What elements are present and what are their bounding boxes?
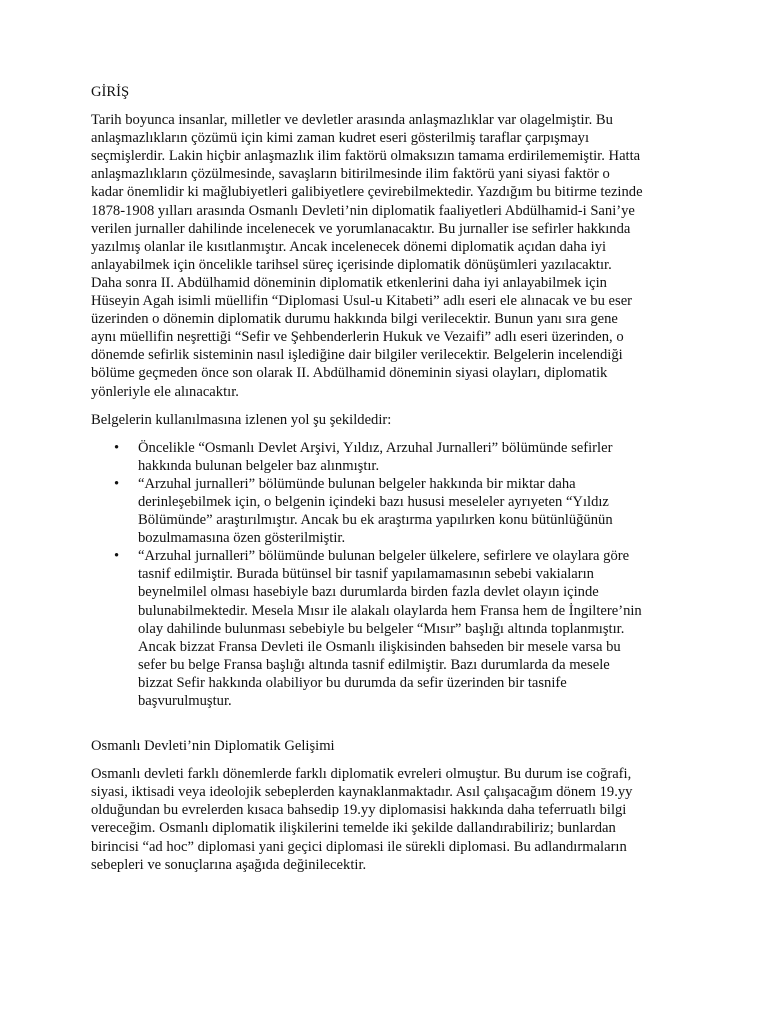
paragraph-line: anlayabilmek için öncelikle tarihsel süreç içerisinde diplomatik dönüşümleri yazılacaktır.	[91, 256, 612, 273]
paragraph-line: Daha sonra II. Abdülhamid döneminin diplomatik etkenlerini daha iyi anlayabilmek için	[91, 274, 607, 291]
paragraph-line: birincisi “ad hoc” diplomasi yani geçici diplomasi ile sürekli diplomasi. Bu adlandırmaların	[91, 838, 627, 855]
list-item	[114, 439, 681, 475]
paragraph-line: vereceğim. Osmanlı diplomatik ilişkilerini temelde iki şekilde dallandırabiliriz; bunlardan	[91, 820, 616, 837]
list-item-line: başvurulmuştur.	[138, 693, 232, 709]
list-item-line: “Arzuhal jurnalleri” bölümünde bulunan belgeler ülkelere, sefirlere ve olaylara göre	[138, 548, 630, 565]
paragraph-line: 1878-1908 yılları arasında Osmanlı Devleti’nin diplomatik faaliyetleri Abdülhamid-i Sani’ye	[91, 202, 635, 219]
paragraph-line: Hüseyin Agah isimli müellifin “Diplomasi Usul-u Kitabeti” adlı eseri ele alınacak ve bu eser	[91, 293, 633, 310]
paragraph-line: dönemde sefirlik sisteminin nasıl işlediğine dair bilgiler verilecektir. Belgelerin incelendiği	[91, 347, 623, 364]
paragraph-line: bölüme geçmeden önce son olarak II. Abdülhamid döneminin siyasi olayları, diplomatik	[91, 365, 608, 382]
bullet-icon: •	[114, 475, 120, 492]
paragraph-line: sebepleri ve sonuçlarına aşağıda değinilecektir.	[91, 856, 367, 873]
section-title: Osmanlı Devleti’nin Diplomatik Gelişimi	[91, 738, 335, 755]
list-item-line: bulunabilmektedir. Mesela Mısır ile alakalı olaylarda hem Fransa hem de İngiltere’nin	[138, 602, 642, 619]
document-page	[91, 83, 681, 884]
list-item-line: Öncelikle “Osmanlı Devlet Arşivi, Yıldız, Arzuhal Jurnalleri” bölümünde sefirler	[138, 439, 613, 456]
paragraph-line: verilen jurnaller dahilinde incelenecek ve yorumlanacaktır. Bu jurnaller ise sefirler hakkında	[91, 220, 631, 237]
paragraph-line: olduğundan bu evrelerden kısaca bahsedip 19.yy diplomasisi hakkında daha teferruatlı bilgi	[91, 802, 627, 819]
paragraph-line: kadar önemlidir ki mağlubiyetleri galibiyetlere çevirebilmektedir. Yazdığım bu bitirme tezinde	[91, 184, 643, 201]
paragraph-line: anlaşmazlıkların çözülmesinde, savaşların bitirilmesinde ilim faktörü yani siyasi faktör o	[91, 166, 610, 183]
list-item-line: olay dahilinde bulunması sebebiyle bu belgeler “Mısır” başlığı altında toplanmıştır.	[138, 620, 625, 637]
paragraph-line: Tarih boyunca insanlar, milletler ve devletler arasında anlaşmazlıklar var olagelmiştir. Bu	[91, 112, 613, 129]
list-item	[114, 475, 681, 547]
method-bullet-list	[91, 439, 681, 710]
list-item-line: Bölümünde” araştırılmıştır. Ancak bu ek araştırma yapılırken konu bütünlüğünün	[138, 512, 613, 529]
list-item-line: “Arzuhal jurnalleri” bölümünde bulunan belgeler hakkında bir miktar daha	[138, 475, 576, 492]
method-intro: Belgelerin kullanılmasına izlenen yol şu şekildedir:	[91, 411, 392, 428]
intro-heading: GİRİŞ	[91, 84, 130, 100]
paragraph-line: üzerinden o dönemin diplomatik durumu hakkında bilgi verilecektir. Bunun yanı sıra gene	[91, 311, 618, 328]
bullet-icon: •	[114, 439, 120, 456]
bullet-icon: •	[114, 548, 120, 565]
list-item	[114, 547, 681, 710]
list-item-line: bizzat Sefir hakkında olabiliyor bu durumda da sefir üzerinden bir tasnife	[138, 674, 567, 691]
paragraph-line: yönleriyle ele alınacaktır.	[91, 383, 239, 400]
intro-paragraph	[91, 111, 681, 401]
list-item-line: tasnif edilmiştir. Burada bütünsel bir tasnif yapılamamasının sebebi vakiaların	[138, 566, 594, 583]
section-paragraph	[91, 765, 681, 874]
paragraph-line: seçmişlerdir. Lakin hiçbir anlaşmazlık ilim faktörü olmaksızın tamama erdirilememiştir. Hatta	[91, 148, 641, 165]
paragraph-line: yazılmış olanlar ile kısıtlanmıştır. Ancak incelenecek dönemi diplomatik açıdan daha iyi	[91, 238, 607, 255]
paragraph-line: siyasi, iktisadi veya ideolojik sebeplerden kaynaklanmaktadır. Asıl çalışacağım dönem 19.yy	[91, 784, 633, 801]
section-spacer	[91, 710, 681, 737]
paragraph-line: Osmanlı devleti farklı dönemlerde farklı diplomatik evreleri olmuştur. Bu durum ise coğrafi,	[91, 766, 632, 783]
list-item-line: beynelmilel olması hasebiyle bazı durumlarda birden fazla devlet olayın içinde	[138, 584, 599, 601]
list-item-line: bozulmamasına özen gösterilmiştir.	[138, 530, 346, 547]
paragraph-line: aynı müellifin neşrettiği “Sefir ve Şehbenderlerin Hukuk ve Vezaifi” adlı eseri üzerinden, o	[91, 329, 624, 346]
list-item-line: hakkında bulunan belgeler baz alınmıştır.	[138, 457, 380, 474]
list-item-line: sefer bu belge Fransa başlığı altında tasnif edilmiştir. Bazı durumlarda da mesele	[138, 656, 610, 673]
list-item-line: Ancak bizzat Fransa Devleti ile Osmanlı ilişkisinden bahseden bir mesele varsa bu	[138, 638, 621, 655]
paragraph-line: anlaşmazlıkların çözümü için kimi zaman kudret eseri gösterilmiş taraflar çarpışmayı	[91, 130, 590, 147]
list-item-line: derinleşebilmek için, o belgenin içindeki bazı hususi meseleler ayrıyeten “Yıldız	[138, 493, 609, 510]
